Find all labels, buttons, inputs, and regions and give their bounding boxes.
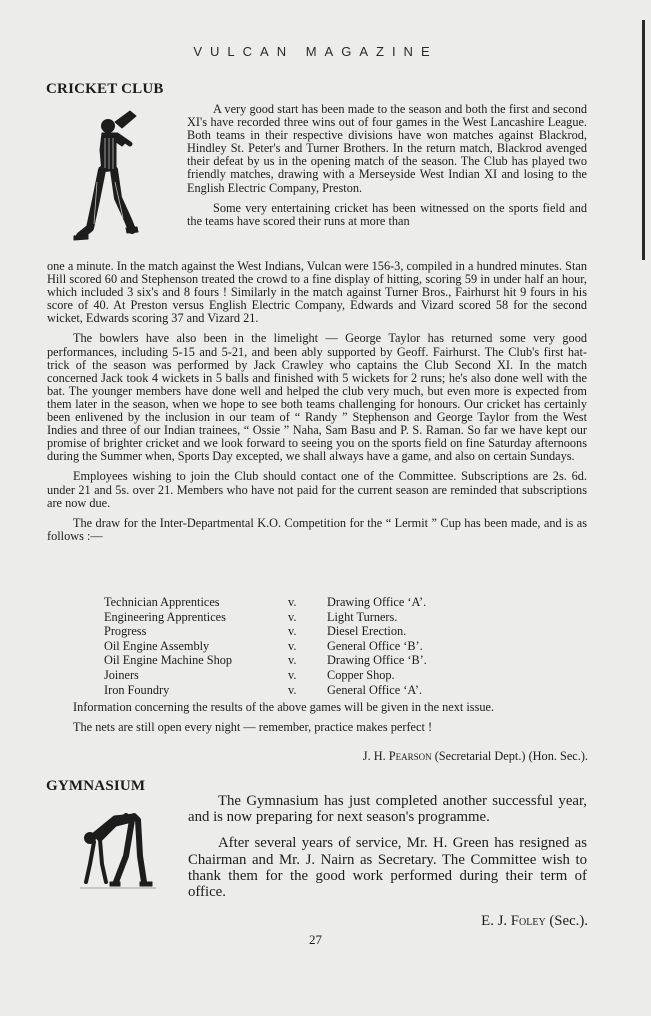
cricket-intro [187, 103, 587, 228]
fixture-home: Oil Engine Assembly [104, 638, 210, 653]
fixture-versus: v. [288, 653, 297, 668]
cricket-intro-paragraph: Some very entertaining cricket has been witnessed on the sports field and the teams have scored their runs at more than [187, 200, 587, 228]
fixture-home: Technician Apprentices [104, 595, 220, 609]
cricket-closing-paragraph: The nets are still open every night — remember, practice makes perfect ! [73, 720, 433, 735]
signature-affiliation: (Secretarial Dept.) (Hon. Sec.). [434, 749, 588, 763]
fixture-away: Drawing Office ‘B’. [327, 653, 427, 668]
fixture-versus: v. [288, 667, 297, 682]
fixture-away: General Office ‘A’. [327, 682, 423, 697]
fixture-home: Progress [104, 624, 147, 639]
fixture-home: Oil Engine Machine Shop [104, 653, 233, 668]
gymnasium-text [188, 793, 587, 900]
fixture-row [104, 595, 464, 610]
page-edge-shadow [642, 20, 645, 260]
signature-affiliation: (Sec.). [549, 913, 588, 929]
fixture-away: General Office ‘B’. [327, 638, 423, 653]
gymnast-icon [76, 808, 160, 894]
fixture-away: Diesel Erection. [327, 624, 407, 639]
fixture-row [104, 683, 464, 698]
gymnasium-paragraph: The Gymnasium has just completed another successful year, and is now preparing for next season's programme. [188, 793, 587, 826]
gymnasium-paragraph: After several years of service, Mr. H. Green has resigned as Chairman and Mr. J. Nairn as Secretary. The Committee wish to thank them for the good work performed during their term of office. [188, 835, 587, 901]
fixture-row [104, 653, 464, 668]
cricket-body-paragraph: The draw for the Inter-Departmental K.O. Competition for the “ Lermit ” Cup has been made, and is as follows :— [47, 515, 587, 543]
fixture-versus: v. [288, 682, 297, 697]
cricket-section-title: CRICKET CLUB [46, 81, 164, 97]
cricket-closing [47, 701, 587, 734]
fixture-row [104, 610, 464, 625]
fixture-home: Joiners [104, 667, 139, 682]
fixture-versus: v. [288, 638, 297, 653]
fixture-row [104, 639, 464, 654]
cricket-signature [363, 749, 588, 764]
fixture-away: Copper Shop. [327, 667, 395, 682]
cricket-body-paragraph: The bowlers have also been in the limelight — George Taylor has returned some very good performances, including 5-15 and 5-21, and been ably supported by Geoff. Fairhurst. The Club's first hat-trick of the season was performed by Jack Crawley who captains the Club Second XI. In the match concerned Jack took 4 wickets in 5 balls and finished with 5 wickets for 2 runs; he's also done well with the bat. The younger members have done well and helped the club very much, but even more is expected from them later in the season, when we hope to see both teams challenging for honours. Our cricket has certainly been enlivened by the inclusion in our team of “ Randy ” Stephenson and George Taylor from the West Indies and three of our Indian trainees, “ Ossie ” Naha, Sam Basu and P. S. Raman. So far we have kept our promise of brighter cricket and we look forward to seeing you on the sports field on fine Saturday afternoons during the Summer when, Sports Day excepted, we shall always have a game, and also on certain Sundays. [47, 331, 587, 464]
cricket-body-paragraph: Employees wishing to join the Club should contact one of the Committee. Subscriptions are 2s. 6d. under 21 and 5s. over 21. Members who have not paid for the current season are reminded that subscriptions are now due. [47, 469, 587, 510]
fixture-versus: v. [288, 624, 297, 639]
fixture-versus: v. [288, 595, 297, 609]
fixture-home: Engineering Apprentices [104, 609, 226, 624]
fixtures-list [104, 595, 464, 697]
fixture-row [104, 624, 464, 639]
signature-surname: Foley [510, 913, 546, 929]
cricket-closing-paragraph: Information concerning the results of the above games will be given in the next issue. [73, 700, 495, 714]
fixture-versus: v. [288, 609, 297, 624]
cricket-intro-paragraph: A very good start has been made to the season and both the first and second XI's have recorded three wins out of four games in the West Lancashire League. Both teams in their respective divisions have won matches against Blackrod, Hindley St. Peter's and Turner Brothers. In the return match, Blackrod avenged their defeat by us in the opening match of the season. The Club has played two friendly matches, drawing with a Merseyside West Indian XI and losing to the English Electric Company, Preston. [187, 102, 587, 195]
fixture-away: Light Turners. [327, 609, 398, 624]
signature-surname: Pearson [388, 749, 432, 763]
gymnasium-section-title: GYMNASIUM [46, 778, 146, 794]
page-number: 27 [309, 932, 322, 947]
masthead: VULCAN MAGAZINE [193, 44, 438, 59]
gymnasium-signature [481, 913, 588, 930]
cricket-body [47, 260, 587, 543]
fixture-home: Iron Foundry [104, 682, 170, 697]
fixture-row [104, 668, 464, 683]
fixture-away: Drawing Office ‘A’. [327, 595, 427, 609]
cricket-batsman-icon [70, 108, 154, 244]
signature-initials: E. J. [481, 913, 508, 929]
signature-initials: J. H. [362, 749, 386, 763]
cricket-body-paragraph: one a minute. In the match against the West Indians, Vulcan were 156-3, compiled in a hundred minutes. Stan Hill scored 60 and Stephenson treated the crowd to a fine display of hitting, scoring 59 in under half an hour, which included 3 six's and 8 fours ! Similarly in the match against Turner Bros., Fairhurst hit 9 fours in his score of 40. At Preston versus English Electric Company, Edwards and Vizard scored 58 for the second wicket, Edwards scoring 37 and Vizard 21. [47, 259, 587, 326]
